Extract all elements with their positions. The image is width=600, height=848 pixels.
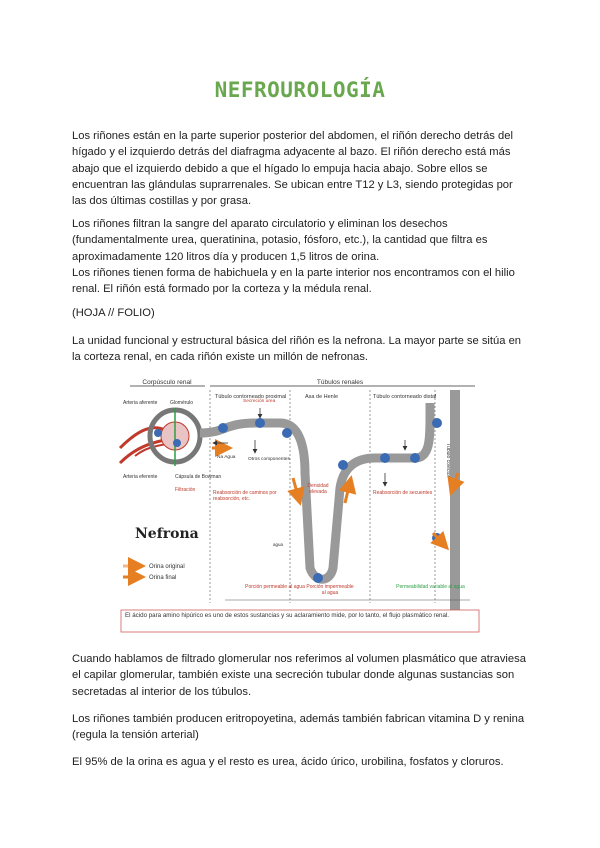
permeable-box: [245, 584, 305, 602]
water-label: agua: [273, 542, 284, 547]
distal-tubule-label: Túbulo contorneado distal: [373, 394, 437, 400]
urea-secretion-label: Secreción urea: [243, 399, 276, 404]
cell-proximal-3: [282, 428, 292, 438]
page-title: NEFROUROLOGÍA: [214, 78, 386, 102]
cell-distal-2: [410, 453, 420, 463]
water-sodium-label: Na Agua: [217, 455, 236, 460]
cell-loop-bottom: [313, 573, 323, 583]
paragraph-nephron: La unidad funcional y estructural básica del riñón es la nefrona. La mayor parte se sitúa en la corteza renal, en cada riñón existe un millón de nefronas.: [72, 335, 522, 364]
distal-reabsorption-box: [373, 490, 433, 510]
paragraph-hormones: Los riñones también producen eritropoyetina, además también fabrican vitamina D y renina (regula la tensión arterial): [72, 713, 525, 742]
figure-caption: El ácido para amino hipúrico es uno de estos sustancias y su aclaramiento mide, por lo tanto, el flujo plasmático renal.: [125, 612, 449, 619]
filtration-label: Filtración: [175, 487, 196, 493]
paragraph-urine-composition: El 95% de la orina es agua y el resto es urea, ácido úrico, urobilina, fosfatos y cloruros.: [72, 756, 504, 768]
density-label: Densidad elevada: [307, 483, 329, 495]
proximal-reabsorption-label: Reabsorción de caminos por reabsorción, etc.: [213, 490, 277, 502]
cell-loop-up: [338, 460, 348, 470]
bowman-capsule-label: Cápsula de Bowman: [175, 474, 222, 480]
permeable-label: Porción permeable al agua: [245, 584, 305, 590]
afferent-artery-label: Arteria aferente: [123, 400, 158, 406]
loop-of-henle-label: Asa de Henle: [305, 394, 339, 400]
nephron-figure: [115, 378, 485, 633]
caption-container: [125, 612, 477, 632]
paragraph-note: (HOJA // FOLIO): [72, 307, 155, 319]
proximal-tubule-label: Túbulo contorneado proximal: [215, 394, 287, 400]
paragraph-kidney-location: Los riñones están en la parte superior posterior del abdomen, el riñón derecho detrás del hígado y el izquierdo detrás del diafragma adyacente al bazo. El riñón derecho está más abajo que el izquierdo debido a que el hígado lo empuja hacia abajo. Sobre ellos se encuentran las glándulas suprarrenales. Se ubican entre T12 y L3, siendo protegidas por las dos últimas costillas y por grasa.: [72, 130, 513, 208]
cell-distal-1: [380, 453, 390, 463]
efferent-artery-label: Arteria eferente: [123, 474, 158, 480]
legend-original-label: Orina original: [149, 564, 185, 570]
paragraph-kidney-shape: Los riñones tienen forma de habichuela y en la parte interior nos encontramos con el hilio renal. El riñón está formado por la corteza y la médula renal.: [72, 267, 515, 296]
impermeable-box: [305, 584, 355, 602]
proximal-reabsorption-box: [213, 490, 283, 520]
legend-final-label: Orina final: [149, 575, 177, 581]
legend-title: Nefrona: [135, 526, 199, 542]
cell-bowman-1: [154, 429, 162, 437]
cell-proximal-2: [255, 418, 265, 428]
cell-bowman-2: [173, 439, 181, 447]
other-components-label: Otros componentes: [248, 457, 290, 462]
corpuscle-header: Corpúsculo renal: [142, 379, 192, 386]
cell-proximal-1: [218, 423, 228, 433]
density-box: [301, 483, 335, 503]
glomerulus-label: Glomérulo: [170, 400, 194, 406]
impermeable-label: Porción impermeable al agua: [306, 584, 354, 596]
flow-arrow-2: [293, 478, 300, 503]
paragraph-kidney-filtration: Los riñones filtran la sangre del aparato circulatorio y eliminan los desechos (fundamentalmente urea, queratinina, potasio, fósforo, etc.), la cantidad que filtra es aproximadamente 120 litros día y producen 1,5 litros de orina.: [72, 218, 488, 263]
variable-box: [393, 584, 468, 602]
collecting-tubule-label: Túbulo colector: [445, 443, 451, 478]
tubules-header: Túbulos renales: [316, 379, 364, 386]
variable-label: Permeabilidad variable al agua: [396, 584, 465, 590]
distal-reabsorption-label: Reabsorción de secuentes: [373, 490, 433, 496]
cell-collecting-1: [432, 418, 442, 428]
paragraph-glomerular-filtration: Cuando hablamos de filtrado glomerular nos referimos al volumen plasmático que atraviesa el capilar glomerular, también existe una secreción tubular donde algunas sustancias son secretadas al interior de los túbulos.: [72, 653, 526, 698]
